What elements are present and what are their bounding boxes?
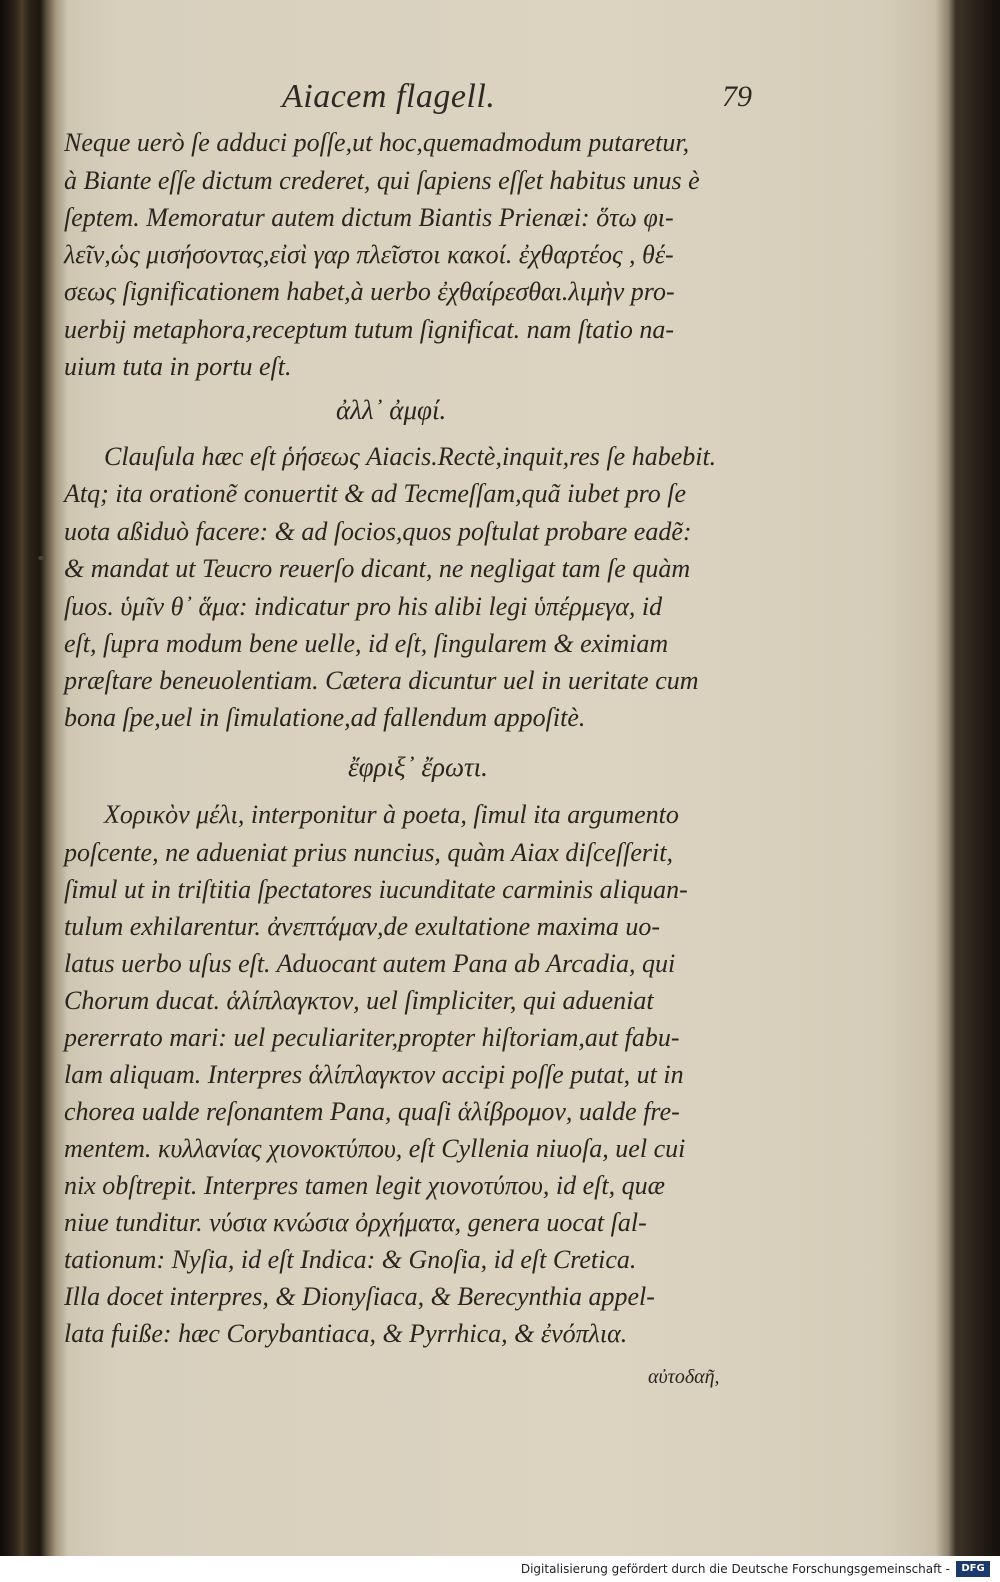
page-number: 79: [722, 80, 752, 113]
text-line: pererrato mari: uel peculiariter,propter hiſtoriam,aut fabu-: [64, 1023, 680, 1052]
page-edge-shadow: [960, 0, 1000, 1556]
text-line: nix obſtrepit. Interpres tamen legit χιονοτύπου, id eſt, quæ: [64, 1171, 665, 1200]
text-line: & mandat ut Teucro reuerſo dicant, ne negligat tam ſe quàm: [64, 554, 691, 583]
text-line: Χορικὸν μέλι, interponitur à poeta, ſimul ita argumento: [104, 800, 679, 829]
text-line: tationum: Nyſia, id eſt Indica: & Gnoſia, id eſt Cretica.: [64, 1245, 637, 1274]
text-line: Neque uerò ſe adduci poſſe,ut hoc,quemadmodum putaretur,: [64, 128, 690, 157]
text-line: λεῖν,ὡς μισήσοντας,εἰσὶ γαρ πλεῖστοι κακοί. ἐχθαρτέος , θέ-: [64, 240, 674, 269]
text-line: Atq; ita orationẽ conuertit & ad Tecmeſſam,quã iubet pro ſe: [64, 479, 687, 508]
text-line: mentem. κυλλανίας χιονοκτύπου, eſt Cyllenia niuoſa, uel cui: [64, 1134, 686, 1163]
text-line: niue tunditur. νύσια κνώσια ὀρχήματα, genera uocat ſal-: [64, 1208, 647, 1237]
text-line: eſt, ſupra modum bene uelle, id eſt, ſingularem & eximiam: [64, 629, 669, 658]
text-line: bona ſpe,uel in ſimulatione,ad fallendum appoſitè.: [64, 703, 586, 732]
text-line: lam aliquam. Interpres ἁλίπλαγκτον accipi poſſe putat, ut in: [64, 1060, 684, 1089]
running-head: Aiacem flagell.: [282, 78, 496, 115]
text-line: uota aßiduò facere: & ad ſocios,quos poſtulat probare eadẽ:: [64, 517, 692, 546]
text-line: ſeptem. Memoratur autem dictum Biantis Prienæi: ὅτω φι-: [64, 203, 674, 232]
text-line: Clauſula hæc eſt ῥήσεως Aiacis.Rectè,inquit,res ſe habebit.: [104, 442, 717, 471]
text-line: ſimul ut in triſtitia ſpectatores iucunditate carminis aliquan-: [64, 875, 688, 904]
text-line: Illa docet interpres, & Dionyſiaca, & Berecynthia appel-: [64, 1282, 655, 1311]
text-line: ſuos. ὑμῖν θ᾽ ἅμα: indicatur pro his alibi legi ὑπέρμεγα, id: [64, 592, 663, 621]
text-line: tulum exhilarentur. ἀνεπτάμαν,de exultatione maxima uo-: [64, 912, 661, 941]
text-line: uerbij metaphora,receptum tutum ſignificat. nam ſtatio na-: [64, 315, 674, 344]
text-line: uium tuta in portu eſt.: [64, 352, 292, 381]
ink-speck: [38, 556, 44, 560]
text-line: præſtare beneuolentiam. Cætera dicuntur uel in ueritate cum: [64, 666, 699, 695]
text-line: latus uerbo uſus eſt. Aduocant autem Pana ab Arcadia, qui: [64, 949, 676, 978]
funding-credit: Digitalisierung gefördert durch die Deutsche Forschungsgemeinschaft -: [520, 1562, 950, 1576]
text-line: lata fuiße: hæc Corybantiaca, & Pyrrhica, & ἐνόπλια.: [64, 1319, 628, 1348]
section-heading: ἀλλ᾽ ἀμφί.: [336, 395, 447, 425]
text-line: chorea ualde reſonantem Pana, quaſi ἁλίβρομον, ualde fre-: [64, 1097, 680, 1126]
section-heading: ἔφριξ᾽ ἔρωτι.: [348, 752, 488, 782]
text-line: poſcente, ne adueniat prius nuncius, quàm Aiax diſceſſerit,: [64, 838, 673, 867]
text-line: σεως ſignificationem habet,à uerbo ἐχθαίρεσθαι.λιμὴν pro-: [64, 277, 675, 306]
digitization-footer: [0, 1556, 1000, 1582]
text-line: Chorum ducat. ἁλίπλαγκτον, uel ſimpliciter, qui adueniat: [64, 986, 654, 1015]
catchword: αὐτοδαῆ,: [648, 1366, 720, 1388]
text-line: à Biante eſſe dictum crederet, qui ſapiens eſſet habitus unus è: [64, 166, 700, 195]
dfg-logo: DFG: [956, 1561, 990, 1577]
